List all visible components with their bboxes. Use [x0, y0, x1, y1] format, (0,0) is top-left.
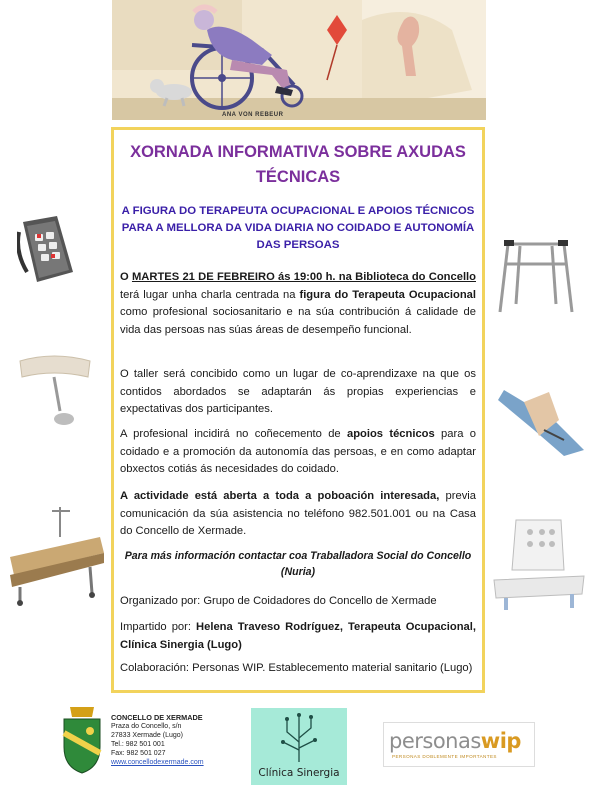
xermade-phone: Tel.: 982 501 001	[111, 741, 165, 748]
open-activity-text: previa comunicación da súa asistencia no teléfono 982.501.001 ou na Casa do Concello de Xermade.	[120, 490, 476, 537]
page-title: XORNADA INFORMATIVA SOBRE AXUDAS TÉCNICAS	[130, 143, 466, 186]
collaboration: Colaboración: Personas WIP. Establecemento material sanitario (Lugo)	[120, 662, 473, 674]
wip-word: personas	[389, 729, 481, 753]
coat-of-arms-icon	[60, 703, 104, 775]
personas-wip-logo	[383, 722, 535, 767]
paragraph-workshop: O taller será concibido como un lugar de co-aprendizaxe na que os contidos abordados se adaptarán ás propias experiencias e expectativas dos participantes.	[120, 368, 476, 415]
event-text-1: terá lugar unha charla centrada na	[120, 288, 300, 301]
event-date-place: MARTES 21 DE FEBREIRO ás 19:00 h. na Biblioteca do Concello	[131, 271, 476, 283]
walker-icon	[486, 234, 583, 319]
utensil-icon	[14, 347, 96, 431]
xermade-address-2: 27833 Xermade (Lugo)	[111, 732, 183, 739]
sock-aid-icon	[494, 380, 597, 458]
medical-bed-image	[0, 497, 110, 609]
event-text-2: como profesional sociosanitario e na súa contribución á calidade de vida das persoas nas súas áreas de desempeño funcional.	[120, 306, 476, 336]
illustration-signature: ANA VON REBEUR	[222, 112, 284, 118]
supports-text-1: A profesional incidirá no coñecemento de	[120, 428, 347, 440]
header-illustration	[112, 0, 486, 120]
imparted-speaker: Helena Traveso Rodríguez, Terapeuta Ocupacional, Clínica Sinergia (Lugo)	[120, 621, 476, 651]
xermade-name: CONCELLO DE XERMADE	[111, 713, 203, 722]
bath-seat-image	[486, 510, 591, 620]
paragraph-event-details	[120, 269, 476, 339]
event-figure: figura do Terapeuta Ocupacional	[299, 288, 476, 301]
supports-highlight: apoios técnicos	[346, 428, 435, 440]
xermade-fax: Fax: 982 501 027	[111, 750, 166, 757]
wip-wordmark	[389, 729, 521, 753]
supports-text-2: para o coidado e a promoción da autonomía das persoas, e en como adaptar obxectos cotiás ás necesidades do coidado.	[120, 428, 476, 475]
xermade-website-link[interactable]: www.concellodexermade.com	[111, 759, 204, 766]
organized-by: Organizado por: Grupo de Coidadores do Concello de Xermade	[120, 595, 437, 607]
phone-icon	[17, 212, 79, 286]
wip-accent: wip	[480, 729, 521, 753]
sinergia-label: Clínica Sinergia	[258, 767, 340, 779]
bath-seat-icon	[486, 510, 591, 620]
open-activity-bold: A actividade está aberta a toda a poboación interesada,	[120, 490, 440, 502]
paragraph-open-activity	[120, 488, 476, 541]
bed-icon	[0, 497, 110, 609]
imparted-by	[120, 619, 476, 654]
xermade-contact-block	[111, 713, 204, 767]
event-prefix: O	[120, 271, 132, 283]
more-info-note: Para más información contactar coa Traballadora Social do Concello (Nuria)	[124, 550, 472, 578]
wip-tagline: PERSONAS DOBLEMENTE IMPORTANTES	[392, 754, 497, 759]
imparted-label: Impartido por:	[120, 621, 197, 633]
wheelchair-illustration	[112, 0, 486, 120]
big-button-phone-image	[17, 212, 79, 286]
paragraph-technical-supports	[120, 426, 476, 479]
xermade-address-1: Praza do Concello, s/n	[111, 723, 182, 730]
clinica-sinergia-logo	[251, 708, 347, 785]
flyer-frame	[111, 127, 485, 693]
xermade-coat-of-arms-logo	[60, 703, 104, 775]
utensil-holder-image	[14, 347, 96, 431]
walker-image	[486, 234, 583, 319]
tree-circuit-icon	[251, 708, 347, 764]
sock-aid-image	[494, 380, 597, 458]
page-subtitle: A FIGURA DO TERAPEUTA OCUPACIONAL E APOIOS TÉCNICOS PARA A MELLORA DA VIDA DIARIA NO COIDADO E AUTONOMÍA DAS PERSOAS	[121, 205, 475, 251]
